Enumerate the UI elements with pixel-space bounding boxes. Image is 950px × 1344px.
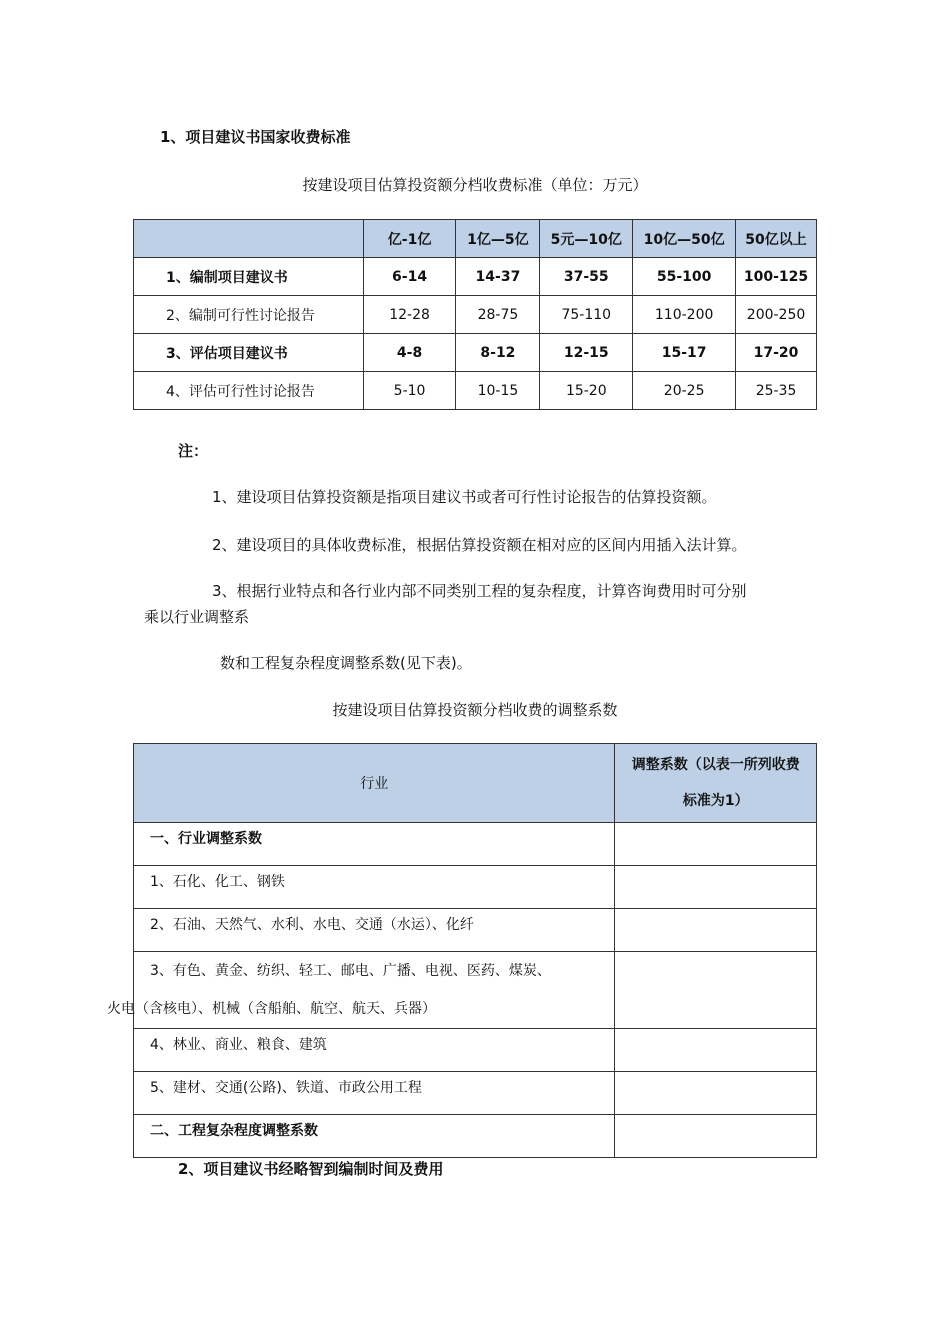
row-label: 一、行业调整系数: [134, 823, 615, 866]
header-coefficient-line-2: 标准为1）: [682, 793, 749, 809]
table-cell: [615, 866, 817, 909]
adjustment-coefficient-table: [107, 743, 817, 1158]
table-row: [134, 1029, 817, 1072]
header-industry-label: 行业: [360, 776, 389, 792]
header-coefficient: [615, 744, 817, 823]
table-row: [134, 334, 817, 372]
table1-caption: 按建设项目估算投资额分档收费标准（单位：万元）: [302, 176, 648, 194]
table-row: [134, 1072, 817, 1115]
table-cell: [615, 1072, 817, 1115]
table-cell: 75-110: [540, 296, 633, 334]
table-row: [134, 866, 817, 909]
table-cell: 8-12: [456, 334, 540, 372]
table-row: [134, 823, 817, 866]
table-header-cell: 10亿—50亿: [633, 220, 736, 258]
table-cell: 4-8: [363, 334, 456, 372]
row-label: 1、石化、化工、钢铁: [134, 866, 615, 909]
table2-header-row: [134, 744, 817, 823]
row-label: 4、评估可行性讨论报告: [134, 372, 364, 410]
row-label: 4、林业、商业、粮食、建筑: [134, 1029, 615, 1072]
table-cell: 10-15: [456, 372, 540, 410]
table-row: [134, 1115, 817, 1158]
table-cell: 55-100: [633, 258, 736, 296]
header-industry: [134, 744, 615, 823]
table-cell: 37-55: [540, 258, 633, 296]
table-cell: [615, 909, 817, 952]
section2-title: 2、项目建议书经略智到编制时间及费用: [178, 1160, 444, 1178]
table-cell: [615, 1029, 817, 1072]
table1-header-row: [134, 220, 817, 258]
table-header-cell: 5元—10亿: [540, 220, 633, 258]
table2-caption: 按建设项目估算投资额分档收费的调整系数: [332, 701, 618, 719]
table-header-cell: 亿-1亿: [363, 220, 456, 258]
table-cell: 6-14: [363, 258, 456, 296]
table-cell: 200-250: [736, 296, 817, 334]
table-row: [134, 952, 817, 1029]
note-3-line-3: 数和工程复杂程度调整系数(见下表)。: [220, 654, 472, 672]
table-cell: [615, 823, 817, 866]
note-2: 2、建设项目的具体收费标准，根据估算投资额在相对应的区间内用插入法计算。: [212, 536, 747, 554]
table-cell: [615, 952, 817, 1029]
table-cell: 12-28: [363, 296, 456, 334]
row-label: 3、评估项目建议书: [134, 334, 364, 372]
table-cell: 100-125: [736, 258, 817, 296]
row-label: [107, 952, 615, 1029]
table-cell: [615, 1115, 817, 1158]
table-row: [134, 258, 817, 296]
table-header-cell: [134, 220, 364, 258]
row-label: 2、石油、天然气、水利、水电、交通（水运）、化纤: [134, 909, 615, 952]
table-cell: 20-25: [633, 372, 736, 410]
table-row: [134, 909, 817, 952]
note-1: 1、建设项目估算投资额是指项目建议书或者可行性讨论报告的估算投资额。: [212, 488, 717, 506]
table-row: [134, 372, 817, 410]
table-cell: 12-15: [540, 334, 633, 372]
row-label: 2、编制可行性讨论报告: [134, 296, 364, 334]
row-label: 二、工程复杂程度调整系数: [134, 1115, 615, 1158]
table-cell: 14-37: [456, 258, 540, 296]
notes-heading: 注：: [178, 442, 209, 460]
table-cell: 110-200: [633, 296, 736, 334]
table-cell: 25-35: [736, 372, 817, 410]
row-label-line-1: 3、有色、黄金、纺织、轻工、邮电、广播、电视、医药、煤炭、: [150, 963, 551, 979]
table-cell: 5-10: [363, 372, 456, 410]
table-header-cell: 1亿—5亿: [456, 220, 540, 258]
table-cell: 15-20: [540, 372, 633, 410]
table-cell: 15-17: [633, 334, 736, 372]
row-label-line-2: 火电（含核电）、机械（含船舶、航空、航天、兵器）: [107, 1001, 436, 1017]
table-cell: 28-75: [456, 296, 540, 334]
section1-title: 1、项目建议书国家收费标准: [160, 128, 351, 146]
row-label: 5、建材、交通(公路)、铁道、市政公用工程: [134, 1072, 615, 1115]
note-3-line-1: 3、根据行业特点和各行业内部不同类别工程的复杂程度，计算咨询费用时可分别: [212, 582, 747, 600]
table-row: [134, 296, 817, 334]
fee-standard-table: [133, 219, 817, 410]
table-cell: 17-20: [736, 334, 817, 372]
row-label: 1、编制项目建议书: [134, 258, 364, 296]
header-coefficient-line-1: 调整系数（以表一所列收费: [631, 757, 800, 773]
table-header-cell: 50亿以上: [736, 220, 817, 258]
note-3-line-2: 乘以行业调整系: [144, 608, 250, 626]
